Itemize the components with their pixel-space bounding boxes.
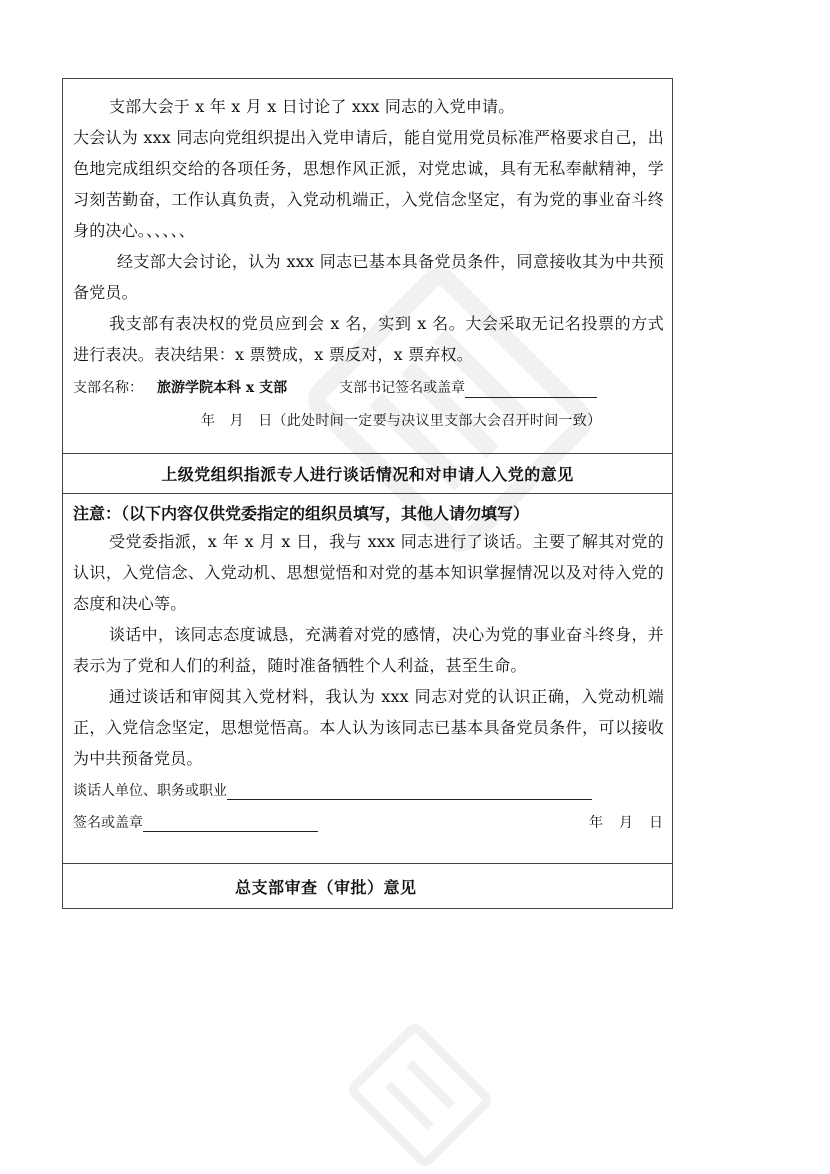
meeting-evaluation: 大会认为 xxx 同志向党组织提出入党申请后，能自觉用党员标准严格要求自己，出色地完成组织交给的各项任务，思想作风正派，对党忠诚，具有无私奉献精神，学习刻苦勤奋，工作认真负责，入党动机端正，入党信念坚定，有为党的事业奋斗终身的决心。、、、、、 <box>73 128 664 240</box>
interviewer-label: 谈话人单位、职务或职业 <box>73 783 227 799</box>
interview-paragraph-3: 通过谈话和审阅其入党材料，我认为 xxx 同志对党的认识正确，入党动机端正，入党信念坚定，思想觉悟高。本人认为该同志已基本具备党员条件，可以接收为中共预备党员。 <box>73 687 664 768</box>
watermark-logo-bottom <box>330 1020 510 1170</box>
interviewer-row <box>73 780 664 800</box>
secretary-signature-field[interactable] <box>465 381 597 398</box>
interviewer-field[interactable] <box>227 783 592 800</box>
interview-paragraph-1: 受党委指派，x 年 x 月 x 日，我与 xxx 同志进行了谈话。主要了解其对党的认识，入党信念、入党动机、思想觉悟和对党的基本知识掌握情况以及对待入党的态度和决心等。 <box>73 532 664 613</box>
meeting-vote: 我支部有表决权的党员应到会 x 名，实到 x 名。大会采取无记名投票的方式进行表决。表决结果：x 票赞成，x 票反对，x 票弃权。 <box>73 314 664 364</box>
meeting-conclusion: 经支部大会讨论，认为 xxx 同志已基本具备党员条件，同意接收其为中共预备党员。 <box>73 252 664 302</box>
branch-meeting-date: 年 月 日（此处时间一定要与决议里支部大会召开时间一致） <box>201 413 602 429</box>
interview-date: 年 月 日 <box>589 815 664 831</box>
interview-section <box>63 494 672 864</box>
interview-note: 注意：（以下内容仅供党委指定的组织员填写，其他人请勿填写） <box>73 504 530 523</box>
interview-signature-field[interactable] <box>143 815 318 832</box>
section-title-interview: 上级党组织指派专人进行谈话情况和对申请人入党的意见 <box>63 454 672 494</box>
interview-signature-row <box>73 812 664 832</box>
party-application-form <box>62 78 673 909</box>
secretary-signature-label: 支部书记签名或盖章 <box>339 380 466 396</box>
section-title-approval: 总支部审查（审批）意见 <box>235 877 417 897</box>
branch-signature-row <box>73 378 664 398</box>
meeting-intro: 支部大会于 x 年 x 月 x 日讨论了 xxx 同志的入党申请。 <box>109 97 515 116</box>
branch-meeting-section <box>63 79 672 454</box>
branch-name-label: 支部名称： <box>73 380 143 396</box>
branch-name-value: 旅游学院本科 x 支部 <box>157 380 288 396</box>
interview-paragraph-2: 谈话中，该同志态度诚恳，充满着对党的感情，决心为党的事业奋斗终身，并表示为了党和人们的利益，随时准备牺牲个人利益，甚至生命。 <box>73 625 664 675</box>
interview-signature-label: 签名或盖章 <box>73 815 143 831</box>
